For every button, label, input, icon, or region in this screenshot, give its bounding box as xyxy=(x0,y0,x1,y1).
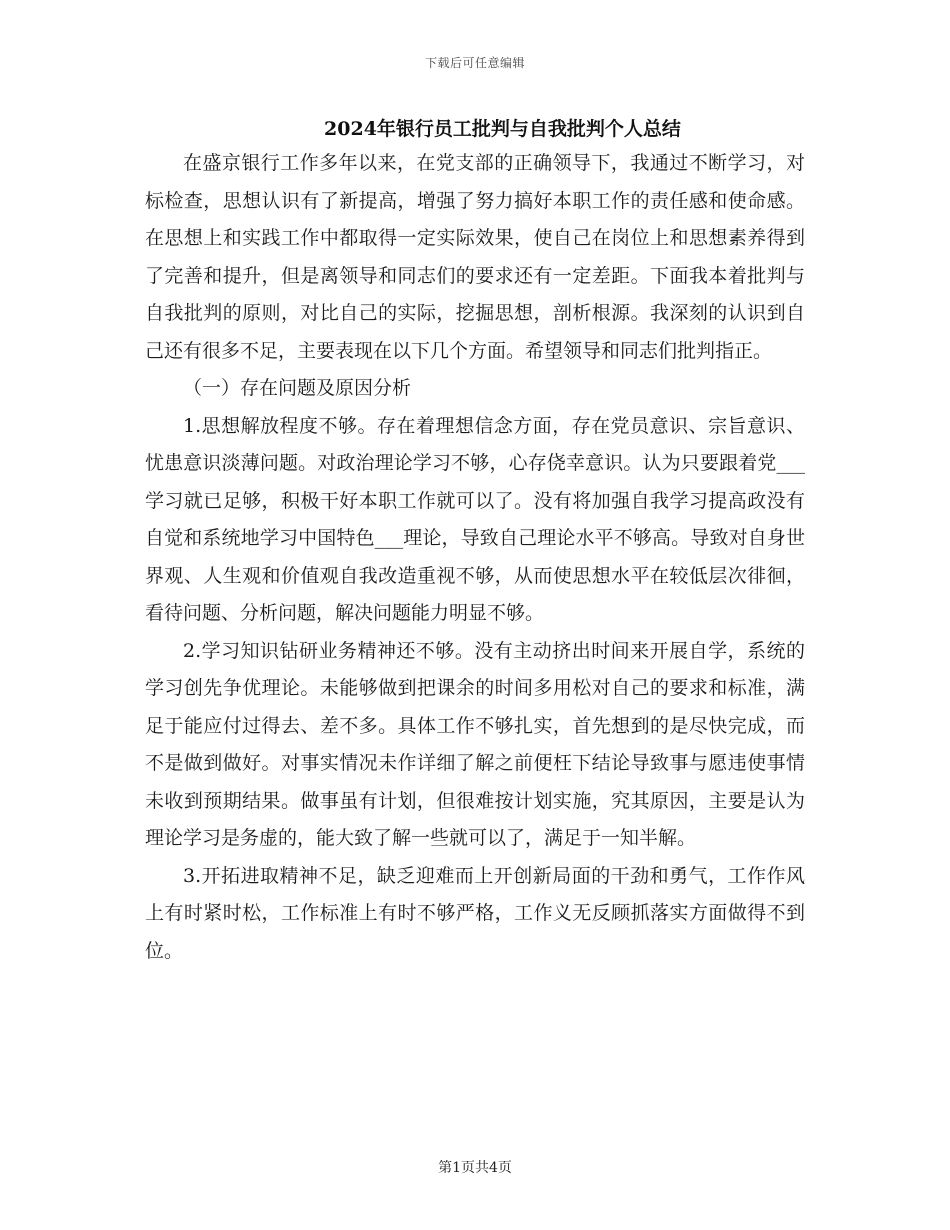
document-title: 2024年银行员工批判与自我批判个人总结 xyxy=(324,118,681,140)
document-body xyxy=(145,145,805,970)
paragraph-item-1: 1.思想解放程度不够。存在着理想信念方面，存在党员意识、宗旨意识、忧患意识淡薄问题。对政治理论学习不够，心存侥幸意识。认为只要跟着党___学习就已足够，积极干好本职工作就可以了。没有将加强自我学习提高政没有自觉和系统地学习中国特色___理论，导致自己理论水平不够高。导致对自身世界观、人生观和价值观自我改造重视不够，从而使思想水平在较低层次徘徊，看待问题、分析问题，解决问题能力明显不够。 xyxy=(145,414,805,624)
paragraph-item-2: 2.学习知识钻研业务精神还不够。没有主动挤出时间来开展自学，系统的学习创先争优理论。未能够做到把课余的时间多用松对自己的要求和标准，满足于能应付过得去、差不多。具体工作不够扎实，首先想到的是尽快完成，而不是做到做好。对事实情况未作详细了解之前便枉下结论导致事与愿违使事情未收到预期结果。做事虽有计划，但很难按计划实施，究其原因，主要是认为理论学习是务虚的，能大致了解一些就可以了，满足于一知半解。 xyxy=(145,639,805,849)
page-number: 第1页共4页 xyxy=(438,1160,512,1176)
page-header-note: 下载后可任意编辑 xyxy=(424,56,525,70)
section-heading: （一）存在问题及原因分析 xyxy=(183,377,412,399)
paragraph-intro: 在盛京银行工作多年以来，在党支部的正确领导下，我通过不断学习，对标检查，思想认识有了新提高，增强了努力搞好本职工作的责任感和使命感。在思想上和实践工作中都取得一定实际效果，使自己在岗位上和思想素养得到了完善和提升，但是离领导和同志们的要求还有一定差距。下面我本着批判与自我批判的原则，对比自己的实际，挖掘思想，剖析根源。我深刻的认识到自己还有很多不足，主要表现在以下几个方面。希望领导和同志们批判指正。 xyxy=(145,152,805,362)
paragraph-item-3: 3.开拓进取精神不足，缺乏迎难而上开创新局面的干劲和勇气，工作作风上有时紧时松，工作标准上有时不够严格，工作义无反顾抓落实方面做得不到位。 xyxy=(145,864,805,962)
